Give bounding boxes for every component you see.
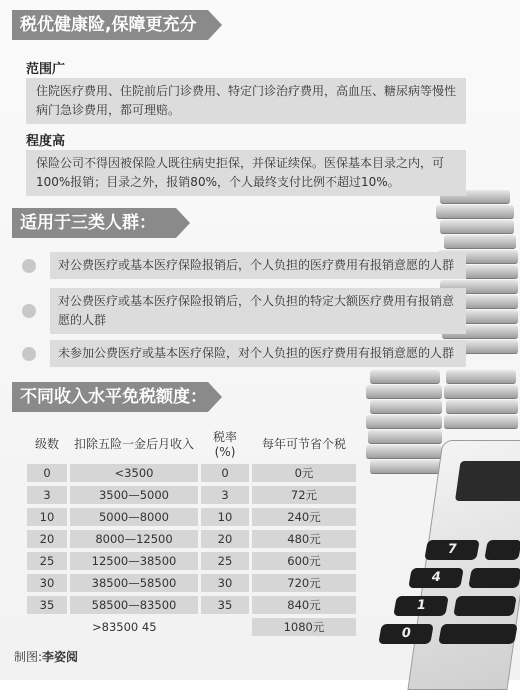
table-row [27,596,356,614]
group-text: 对公费医疗或基本医疗保险报销后，个人负担的医疗费用有报销意愿的人群 [50,252,466,279]
calculator-key: 0 [378,624,434,644]
degree-title: 程度高 [26,134,66,149]
table-cell: 480元 [252,530,356,548]
table-cell: 600元 [252,552,356,570]
table-cell: 1080元 [252,618,356,636]
table-row [27,464,356,482]
bullet-dot-icon [22,347,36,361]
calculator-key: 4 [408,568,464,588]
table-cell: 8000—12500 [70,530,198,548]
table-cell: 3500—5000 [70,486,198,504]
table-cell: 35 [27,596,67,614]
group-text: 未参加公费医疗或基本医疗保险，对个人负担的医疗费用有报销意愿的人群 [50,340,466,367]
table-cell: 0 [201,464,249,482]
table-cell: 10 [27,508,67,526]
table-cell: 720元 [252,574,356,592]
list-item [22,340,472,367]
table-cell: 30 [201,574,249,592]
group-text: 对公费医疗或基本医疗保险报销后，个人负担的特定大额医疗费用有报销意愿的人群 [50,288,466,334]
calculator-key: 1 [393,596,449,616]
list-item [22,252,472,279]
calculator-key: 7 [424,540,480,560]
calculator-key [484,540,520,560]
table-cell: 840元 [252,596,356,614]
table-row [27,574,356,592]
table-cell: 20 [201,530,249,548]
bullet-dot-icon [22,259,36,273]
credit-label: 制图: [14,650,43,664]
calculator-key [438,624,518,644]
table-cell: 3 [27,486,67,504]
table-cell: 38500—58500 [70,574,198,592]
bullet-dot-icon [22,304,36,318]
section-header-groups: 适用于三类人群： [12,208,176,238]
table-header-row [27,427,356,460]
table-row [27,486,356,504]
table-cell: 72元 [252,486,356,504]
table-cell: 30 [27,574,67,592]
table-cell: 20 [27,530,67,548]
calculator-key [453,596,517,616]
section-header-tax: 不同收入水平免税额度： [12,382,208,412]
table-cell: 35 [201,596,249,614]
table-cell: 25 [201,552,249,570]
column-header: 扣除五险一金后月收入 [73,437,194,451]
section-header-insurance: 税优健康险,保障更充分 [12,10,208,40]
calculator-key [468,568,520,588]
table-cell: 0元 [252,464,356,482]
tax-table [24,423,359,640]
column-header: 税率(%) [212,430,237,459]
credit-line [14,648,78,665]
table-cell: 5000—8000 [70,508,198,526]
column-header: 每年可节省个税 [261,437,346,451]
table-row [27,530,356,548]
degree-text: 保险公司不得因被保险人既往病史拒保，并保证续保。医保基本目录之内，可100%报销；目录之外，报销80%，个人最终支付比例不超过10%。 [26,150,466,196]
table-cell: >83500 45 [92,620,157,634]
table-cell: <3500 [70,464,198,482]
table-cell: 58500—83500 [70,596,198,614]
table-cell: 12500—38500 [70,552,198,570]
table-row [27,618,356,636]
table-row [27,508,356,526]
table-cell: 240元 [252,508,356,526]
table-cell: 0 [27,464,67,482]
table-cell: 10 [201,508,249,526]
table-row [27,552,356,570]
coverage-title: 范围广 [26,62,66,77]
coverage-text: 住院医疗费用、住院前后门诊费用、特定门诊治疗费用，高血压、糖尿病等慢性病门急诊费用，都可理赔。 [26,78,466,124]
column-header: 级数 [34,437,59,451]
table-cell [27,618,67,636]
credit-author: 李姿阅 [42,650,79,664]
list-item [22,288,472,334]
table-cell: 3 [201,486,249,504]
table-cell: 25 [27,552,67,570]
